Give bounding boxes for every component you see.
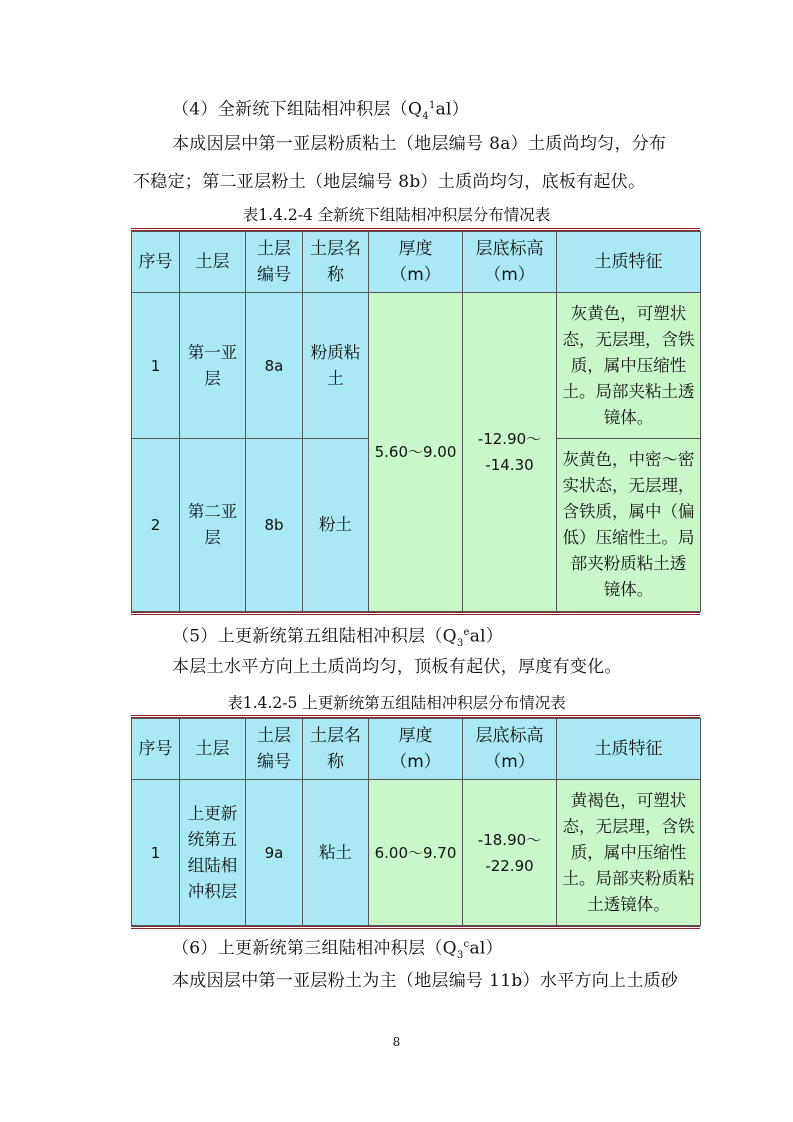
table-row: [132, 780, 701, 926]
header-name: 土层名 称: [303, 719, 369, 780]
row-index: 1: [132, 780, 180, 926]
table-2: [131, 715, 700, 929]
section-4-text-line2: 不稳定；第二亚层粉土（地层编号 8b）土质尚均匀，底板有起伏。: [133, 172, 646, 192]
section-4-text-line1: 本成因层中第一亚层粉质粘土（地层编号 8a）土质尚均匀，分布: [172, 134, 667, 154]
row-layer: 第一亚 层: [180, 293, 246, 439]
row-index: 2: [132, 439, 180, 612]
row-code: 8b: [246, 439, 303, 612]
section-5-title: （5）上更新统第五组陆相冲积层$(Q_3^eal)$: [172, 626, 504, 650]
header-code: 土层 编号: [246, 719, 303, 780]
row-name: 粘土: [303, 780, 369, 926]
table-1-header-row: [132, 232, 701, 293]
row-soil-features: 黄褐色，可塑状 态，无层理，含铁 质，属中压缩性 土。局部夹粉质粘 土透镜体。: [557, 780, 701, 926]
row-index: 1: [132, 293, 180, 439]
header-soil-features: 土质特征: [557, 719, 701, 780]
row-soil-features: 灰黄色，可塑状 态，无层理，含铁 质，属中压缩性 土。局部夹粘土透 镜体。: [557, 293, 701, 439]
header-code: 土层 编号: [246, 232, 303, 293]
header-thickness: 厚度 （m）: [369, 232, 463, 293]
row-thickness: 6.00～9.70: [369, 780, 463, 926]
merged-bottom-elevation: -12.90～ -14.30: [463, 293, 557, 612]
header-bottom-elevation: 层底标高 （m）: [463, 719, 557, 780]
row-bottom-elevation: -18.90～ -22.90: [463, 780, 557, 926]
table-row: [132, 293, 701, 439]
row-layer: 上更新 统第五 组陆相 冲积层: [180, 780, 246, 926]
row-code: 8a: [246, 293, 303, 439]
row-code: 9a: [246, 780, 303, 926]
section-6-title: （6）上更新统第三组陆相冲积层$(Q_3^cal)$: [172, 938, 503, 962]
row-name: 粉质粘 土: [303, 293, 369, 439]
header-index: 序号: [132, 232, 180, 293]
table-2-header-row: [132, 719, 701, 780]
row-layer: 第二亚 层: [180, 439, 246, 612]
page-number: 8: [392, 1035, 401, 1049]
header-bottom-elevation: 层底标高 （m）: [463, 232, 557, 293]
header-layer: 土层: [180, 232, 246, 293]
merged-thickness: 5.60～9.00: [369, 293, 463, 612]
header-thickness: 厚度 （m）: [369, 719, 463, 780]
section-4-title: （4）全新统下组陆相冲积层$(Q_4^1al)$: [172, 99, 470, 123]
header-layer: 土层: [180, 719, 246, 780]
header-name: 土层名 称: [303, 232, 369, 293]
header-index: 序号: [132, 719, 180, 780]
header-soil-features: 土质特征: [557, 232, 701, 293]
row-soil-features: 灰黄色，中密～密 实状态，无层理， 含铁质，属中（偏 低）压缩性土。局 部夹粉质粘土透 镜体。: [557, 439, 701, 612]
table-1-caption: 表1.4.2-4 全新统下组陆相冲积层分布情况表: [242, 206, 551, 224]
section-5-text-line1: 本层土水平方向上土质尚均匀，顶板有起伏，厚度有变化。: [172, 657, 622, 677]
row-name: 粉土: [303, 439, 369, 612]
section-6-text-line1: 本成因层中第一亚层粉土为主（地层编号 11b）水平方向上土质砂: [172, 971, 679, 991]
table-2-caption: 表1.4.2-5 上更新统第五组陆相冲积层分布情况表: [227, 694, 566, 712]
table-1: [131, 228, 700, 615]
